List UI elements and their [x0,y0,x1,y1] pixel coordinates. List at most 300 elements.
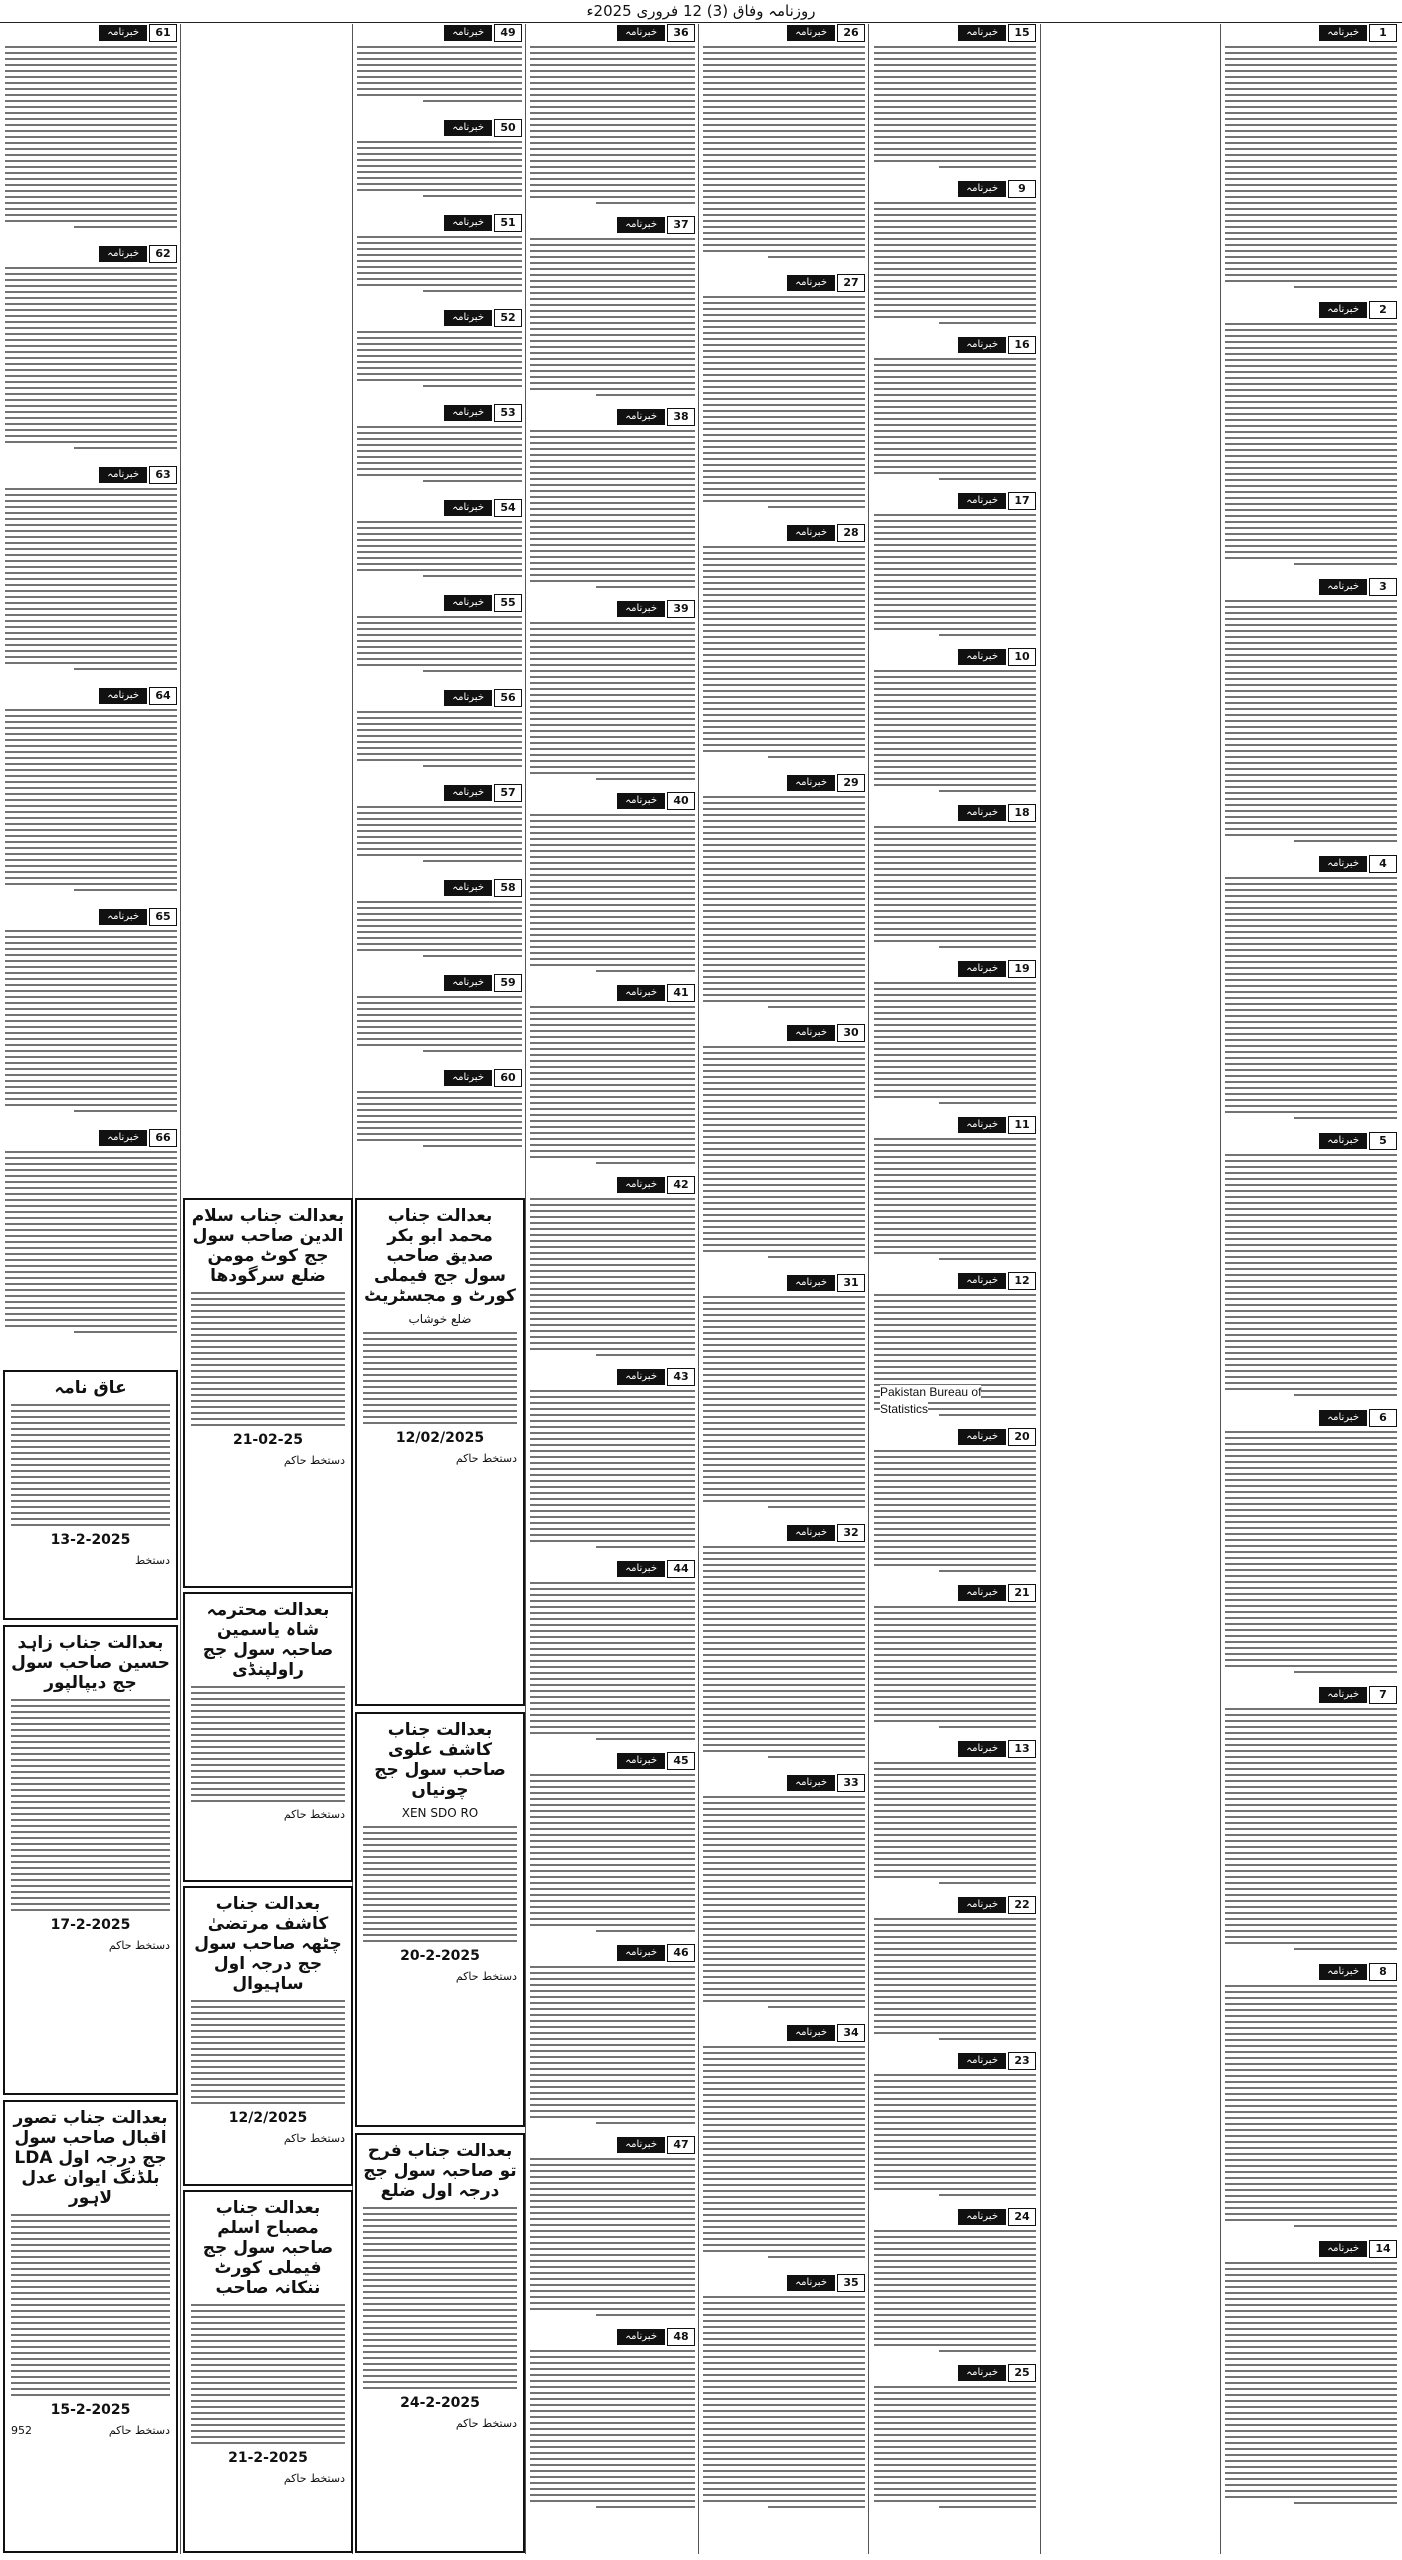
text-line [5,172,177,174]
text-line [874,622,1036,624]
text-line [530,268,695,270]
text-line [1225,2436,1397,2438]
text-line [530,2212,695,2214]
text-line [5,865,177,867]
text-line [5,1086,177,1088]
text-line [357,937,522,939]
news-item [357,1069,522,1158]
text-line [5,1271,177,1273]
news-item-body [1225,323,1397,565]
text-line [874,1852,1036,1854]
text-line [530,532,695,534]
text-line [703,220,865,222]
news-item-body [357,996,522,1052]
text-line [5,160,177,162]
text-line [1225,919,1397,921]
news-item [530,1176,695,1362]
text-line [5,46,177,48]
text-line [874,118,1036,120]
text-line [703,226,865,228]
text-line [703,2476,865,2478]
court-notice-d [183,1198,353,1588]
column-rule [1040,24,1041,2554]
text-line [703,2160,865,2162]
text-line [703,1226,865,1228]
text-line [703,2238,865,2240]
text-line [874,1672,1036,1674]
text-line [874,1318,1036,1320]
text-line [874,880,1036,882]
news-item-header [530,1176,695,1194]
news-item [874,1740,1036,1890]
text-line [703,1488,865,1490]
text-line [703,2112,865,2114]
news-item-number: 24 [1008,2208,1036,2226]
text-line [703,118,865,120]
text-line [874,1030,1036,1032]
text-line [874,268,1036,270]
text-line [703,1796,865,1798]
text-line [5,1038,177,1040]
text-line [5,877,177,879]
text-line [530,2086,695,2088]
text-line [530,1096,695,1098]
text-line [530,88,695,90]
text-line [703,1244,865,1246]
text-line [703,1130,865,1132]
text-line [703,886,865,888]
text-line [5,297,177,299]
text-line [703,2314,865,2316]
news-item [874,804,1036,954]
news-item-body [357,711,522,767]
news-item-body [357,331,522,387]
text-line [1225,443,1397,445]
text-line [357,812,522,814]
news-item-body [1225,877,1397,1119]
text-line [703,1630,865,1632]
text-line [1225,82,1397,84]
text-line [530,862,695,864]
text-line [874,1828,1036,1830]
text-line [596,778,695,780]
text-line [703,2494,865,2496]
text-line [1225,991,1397,993]
text-line [1225,2213,1397,2215]
text-line [703,2470,865,2472]
text-line [1225,2045,1397,2047]
text-line [530,1912,695,1914]
text-line [5,196,177,198]
notice-date: 21-02-25 [232,1432,304,1448]
text-line [357,1115,522,1117]
news-item [874,1116,1036,1266]
text-line [5,1217,177,1219]
news-item-tag: خبرنامہ [617,601,665,617]
text-line [939,1570,1036,1572]
text-line [939,1414,1036,1416]
text-line [530,1048,695,1050]
text-line [530,238,695,240]
news-item [1225,578,1397,849]
text-line [423,385,522,387]
news-item-number: 15 [1008,24,1036,42]
text-line [703,1470,865,1472]
text-line [874,1720,1036,1722]
text-line [874,2272,1036,2274]
text-line [357,46,522,48]
news-item-body [1225,2262,1397,2504]
text-line [530,2026,695,2028]
news-item-body [703,796,865,1008]
text-line [530,142,695,144]
news-item-tag: خبرنامہ [958,181,1006,197]
text-line [530,1414,695,1416]
text-line [768,1006,865,1008]
text-line [5,130,177,132]
text-line [530,640,695,642]
notice-sign: دستخط حاکم [108,1939,170,1952]
text-line [703,1100,865,1102]
text-line [530,2296,695,2298]
text-line [703,1250,865,1252]
text-line [1225,124,1397,126]
text-line [703,618,865,620]
text-line [5,620,177,622]
news-item-header [703,2274,865,2292]
text-line [5,1181,177,1183]
news-item-number: 2 [1369,301,1397,319]
text-line [1225,612,1397,614]
notice-sign: دستخط حاکم [283,2472,345,2485]
text-line [1225,2039,1397,2041]
text-line [703,1332,865,1334]
text-line [874,2158,1036,2160]
text-line [1225,690,1397,692]
text-line [874,1150,1036,1152]
text-line [5,506,177,508]
text-line [703,1594,865,1596]
text-line [874,2176,1036,2178]
news-item-number: 11 [1008,1116,1036,1134]
text-line [5,423,177,425]
text-line [703,136,865,138]
text-line [5,357,177,359]
news-item [1225,1963,1397,2234]
news-item-body [703,2046,865,2258]
text-line [1225,485,1397,487]
text-line [5,841,177,843]
notice-date: 24-2-2025 [400,2395,480,2411]
news-item-tag: خبرنامہ [99,909,147,925]
text-line [874,394,1036,396]
text-line [530,2104,695,2106]
text-line [1225,1286,1397,1288]
text-line [874,1372,1036,1374]
news-item-body [357,236,522,292]
news-item-body [874,1762,1036,1884]
text-line [5,327,177,329]
text-line [5,315,177,317]
text-line [703,1558,865,1560]
text-line [874,988,1036,990]
text-line [703,2392,865,2394]
text-line [357,153,522,155]
text-line [703,314,865,316]
text-line [1225,1985,1397,1987]
text-line [530,892,695,894]
text-line [874,2008,1036,2010]
text-line [1225,720,1397,722]
text-line [1225,1521,1397,1523]
text-line [1225,1226,1397,1228]
text-line [1225,1352,1397,1354]
text-line [530,652,695,654]
text-line [874,1996,1036,1998]
column-rule [1220,24,1221,2554]
text-line [357,159,522,161]
text-line [703,2368,865,2370]
text-line [1225,877,1397,879]
news-item-header [530,216,695,234]
text-line [1225,2382,1397,2384]
text-line [530,2284,695,2286]
text-line [530,304,695,306]
news-item-header [874,492,1036,510]
text-line [703,452,865,454]
text-line [530,496,695,498]
text-line [874,1036,1036,1038]
text-line [874,100,1036,102]
text-line [874,2404,1036,2406]
notice-body [363,1826,517,1942]
text-line [5,966,177,968]
text-line [1225,118,1397,120]
text-line [357,1133,522,1135]
text-line [1225,1334,1397,1336]
text-line [530,1966,695,1968]
text-line [703,46,865,48]
text-line [530,922,695,924]
text-line [703,1660,865,1662]
news-item-header [1225,1132,1397,1150]
text-line [874,2086,1036,2088]
text-line [530,1702,695,1704]
news-item-body [357,1091,522,1147]
text-line [874,2140,1036,2142]
text-line [703,446,865,448]
text-line [5,1056,177,1058]
text-line [1225,1033,1397,1035]
text-line [357,52,522,54]
text-line [703,624,865,626]
text-line [357,652,522,654]
text-line [530,1036,695,1038]
text-line [1225,244,1397,246]
text-line [1225,2388,1397,2390]
text-line [5,536,177,538]
text-line [703,1142,865,1144]
text-line [5,948,177,950]
news-item-body [874,1918,1036,2040]
news-item-header [530,984,695,1002]
text-line [874,226,1036,228]
text-line [530,1720,695,1722]
text-line [874,2320,1036,2322]
news-item-body [530,2158,695,2316]
text-line [423,195,522,197]
text-line [5,626,177,628]
text-line [423,480,522,482]
text-line [5,1151,177,1153]
text-line [874,706,1036,708]
text-line [874,238,1036,240]
text-line [1225,2183,1397,2185]
text-line [768,1506,865,1508]
pbs-label [880,1385,981,1399]
text-line [357,284,522,286]
text-line [703,2184,865,2186]
text-line [5,88,177,90]
text-line [5,148,177,150]
text-line [530,1504,695,1506]
text-line [874,712,1036,714]
text-line [530,262,695,264]
text-line [703,160,865,162]
text-line [530,1582,695,1584]
text-line [1225,786,1397,788]
news-item-body [357,806,522,862]
news-item-tag: خبرنامہ [1319,1687,1367,1703]
text-line [874,2284,1036,2286]
text-line [703,1808,865,1810]
text-line [874,898,1036,900]
text-line [530,76,695,78]
text-line [1225,2057,1397,2059]
text-line [1225,214,1397,216]
text-line [5,1074,177,1076]
text-line [596,1162,695,1164]
news-item-tag: خبرنامہ [1319,1133,1367,1149]
column-rule [525,24,526,2554]
text-line [703,1398,865,1400]
text-line [874,1990,1036,1992]
text-line [1225,329,1397,331]
text-line [1225,1756,1397,1758]
text-line [5,1098,177,1100]
news-item-tag: خبرنامہ [617,1945,665,1961]
news-item-number: 54 [494,499,522,517]
text-line [874,1066,1036,1068]
text-line [357,58,522,60]
news-item-header [874,2364,1036,2382]
text-line [5,793,177,795]
text-line [5,524,177,526]
text-line [1225,1762,1397,1764]
text-line [357,254,522,256]
news-item-tag: خبرنامہ [1319,2241,1367,2257]
text-line [530,670,695,672]
text-line [703,2000,865,2002]
text-line [703,148,865,150]
text-line [874,1204,1036,1206]
text-line [703,1184,865,1186]
text-line [1225,88,1397,90]
text-line [874,1666,1036,1668]
notice-sign: دستخط حاکم [108,2424,170,2437]
text-line [357,248,522,250]
text-line [1225,1587,1397,1589]
text-line [874,1528,1036,1530]
text-line [1225,1750,1397,1752]
text-line [530,1840,695,1842]
text-line [1225,666,1397,668]
text-line [874,2482,1036,2484]
text-line [874,772,1036,774]
text-line [1225,413,1397,415]
text-line [5,220,177,222]
text-line [530,2194,695,2196]
news-item-tag: خبرنامہ [958,649,1006,665]
text-line [1225,1846,1397,1848]
statistics-label [880,1402,928,1416]
text-line [703,1696,865,1698]
news-item-tag: خبرنامہ [958,1585,1006,1601]
news-item-number: 60 [494,1069,522,1087]
text-line [874,670,1036,672]
text-line [5,1235,177,1237]
text-line [1225,473,1397,475]
news-item-number: 6 [1369,1409,1397,1427]
text-line [874,2344,1036,2346]
text-line [703,910,865,912]
news-item-tag: خبرنامہ [787,275,835,291]
text-line [1225,353,1397,355]
text-line [357,729,522,731]
text-line [357,141,522,143]
news-item-number: 8 [1369,1963,1397,1981]
notice-title: بعدالت محترمہ شاہ یاسمین صاحبہ سول جج راولپنڈی [202,1600,334,1680]
text-line [530,1864,695,1866]
text-line [530,1132,695,1134]
text-line [874,2236,1036,2238]
text-line [703,1642,865,1644]
text-line [1225,2105,1397,2107]
text-line [530,82,695,84]
text-line [74,447,177,449]
news-item-number: 39 [667,600,695,618]
news-item [530,1368,695,1554]
text-line [874,160,1036,162]
text-line [703,410,865,412]
text-line [1225,2027,1397,2029]
text-line [530,1822,695,1824]
news-item-tag: خبرنامہ [617,985,665,1001]
news-item-header [1225,24,1397,42]
text-line [1225,973,1397,975]
news-item-number: 45 [667,1752,695,1770]
text-line [5,1169,177,1171]
news-item-header [530,1752,695,1770]
text-line [703,1046,865,1048]
text-line [5,178,177,180]
text-line [703,1308,865,1310]
text-line [1225,371,1397,373]
text-line [5,1092,177,1094]
text-line [530,844,695,846]
text-line [1225,1328,1397,1330]
news-item-header [1225,855,1397,873]
